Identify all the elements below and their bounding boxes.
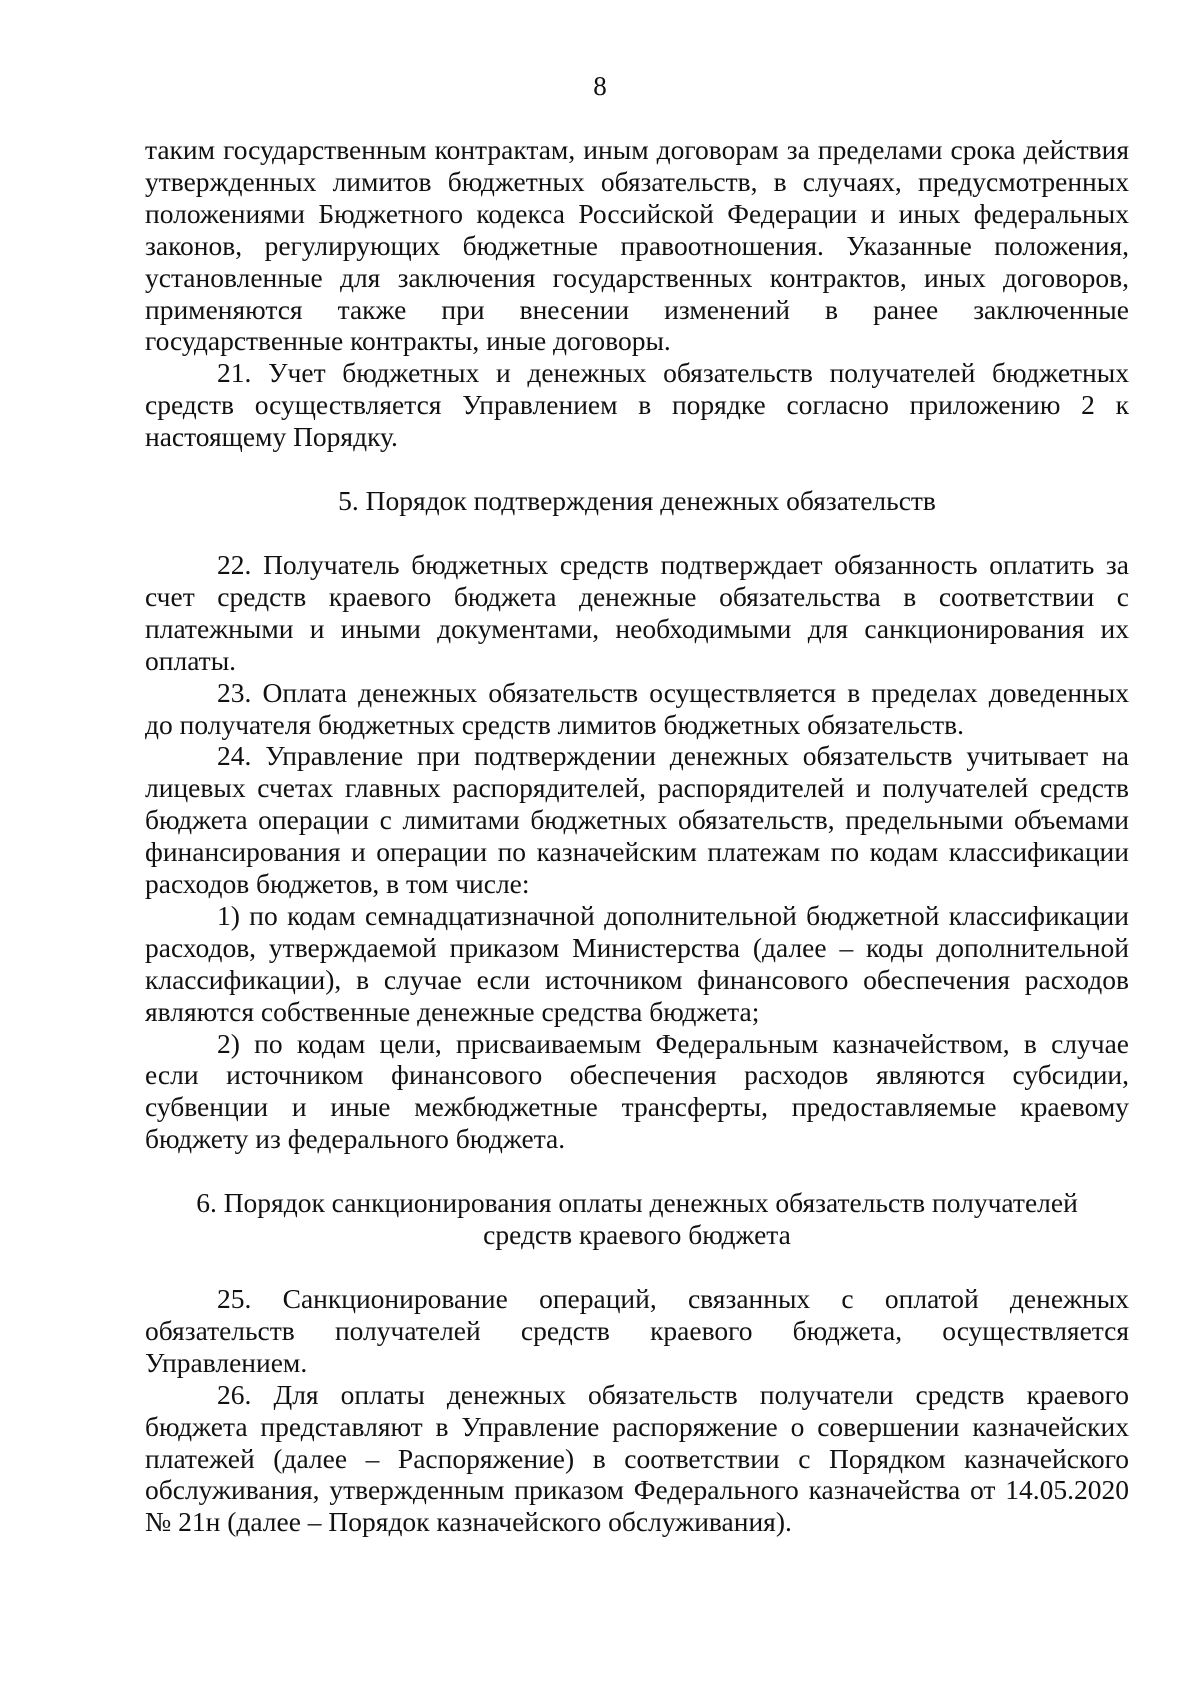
section-6-heading-line-2: средств краевого бюджета: [483, 1219, 791, 1251]
paragraph-21: 21. Учет бюджетных и денежных обязательств получателей бюджетных средств осуществляется Управлением в порядке согласно приложению 2 к настоящему Порядку.: [145, 357, 1129, 453]
paragraph-24-item-1: 1) по кодам семнадцатизначной дополнительной бюджетной классификации расходов, утверждаемой приказом Министерства (далее – коды дополнительной классификации), в случае если источником финансового обеспечения расходов являются собственные денежные средства бюджета;: [145, 899, 1129, 1027]
document-body: [145, 134, 1129, 1538]
paragraph-continued: таким государственным контрактам, иным договорам за пределами срока действия утвержденных лимитов бюджетных обязательств, в случаях, предусмотренных положениями Бюджетного кодекса Российской Федерации и иных федеральных законов, регулирующих бюджетные правоотношения. Указанные положения, установленные для заключения государственных контрактов, иных договоров, применяются также при внесении изменений в ранее заключенные государственные контракты, иные договоры.: [145, 134, 1129, 357]
paragraph-24-item-2: 2) по кодам цели, присваиваемым Федеральным казначейством, в случае если источником финансового обеспечения расходов являются субсидии, субвенции и иные межбюджетные трансферты, предоставляемые краевому бюджету из федерального бюджета.: [145, 1027, 1129, 1155]
paragraph-25: 25. Санкционирование операций, связанных с оплатой денежных обязательств получателей средств краевого бюджета, осуществляется Управлением.: [145, 1283, 1129, 1378]
paragraph-22: 22. Получатель бюджетных средств подтверждает обязанность оплатить за счет средств краевого бюджета денежные обязательства в соответствии с платежными и иными документами, необходимыми для санкционирования их оплаты.: [145, 548, 1129, 676]
paragraph-24: 24. Управление при подтверждении денежных обязательств учитывает на лицевых счетах главных распорядителей, распорядителей и получателей средств бюджета операции с лимитами бюджетных обязательств, предельными объемами финансирования и операции по казначейским платежам по кодам классификации расходов бюджетов, в том числе:: [145, 740, 1129, 900]
paragraph-23: 23. Оплата денежных обязательств осуществляется в пределах доведенных до получателя бюджетных средств лимитов бюджетных обязательств.: [145, 676, 1129, 740]
section-6-heading-line-1: 6. Порядок санкционирования оплаты денежных обязательств получателей: [196, 1187, 1078, 1219]
page-number: 8: [593, 71, 607, 101]
section-5-heading: 5. Порядок подтверждения денежных обязательств: [338, 485, 936, 517]
paragraph-26: 26. Для оплаты денежных обязательств получатели средств краевого бюджета представляют в Управление распоряжение о совершении казначейских платежей (далее – Распоряжение) в соответствии с Порядком казначейского обслуживания, утвержденным приказом Федерального казначейства от 14.05.2020 № 21н (далее – Порядок казначейского обслуживания).: [145, 1378, 1129, 1538]
